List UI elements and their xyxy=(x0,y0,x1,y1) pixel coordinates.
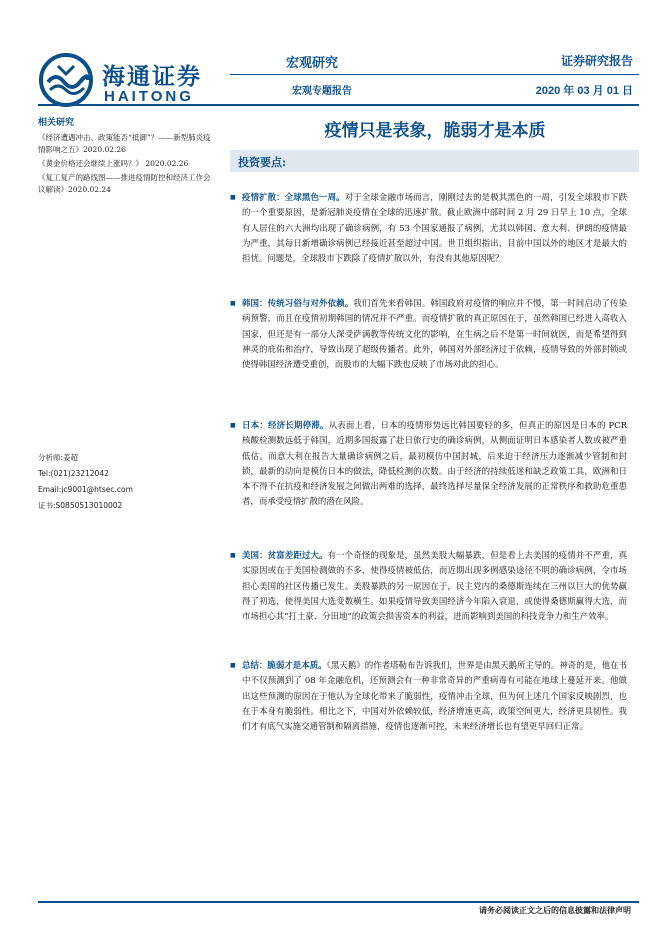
key-point-head: 疫情扩散：全球黑色一周。 xyxy=(242,192,345,202)
analyst-tel: Tel:(021)23212042 xyxy=(38,469,109,478)
haitong-emblem-icon xyxy=(38,52,94,108)
header-divider xyxy=(230,74,639,75)
related-research xyxy=(38,115,216,198)
key-point-body: 有一个奇怪的现象是，虽然美股大幅暴跌，但是看上去美国的疫情并不严重，真实原因或在于美国检测做的不多，使得疫情被低估，而近期出现多例感染途径不明的确诊病例，令市场担心美国的社区传播已发生。美股暴跌的另一原因在于，民主党内的桑德斯连续在三州以巨大的优势赢得了初选，使得美国大选变数横生。如果疫情导致美国经济今年陷入衰退，或使得桑德斯赢得大选，而市场担心其“打土豪、分田地”的政策会损害资本的利益，进而影响到美国的科技竞争力和生产效率。 xyxy=(242,550,628,622)
brand-name-en: HAITONG xyxy=(104,88,194,105)
footer-disclaimer: 请务必阅读正文之后的信息披露和法律声明 xyxy=(479,905,631,915)
key-point xyxy=(232,418,627,510)
related-title: 相关研究 xyxy=(38,118,75,128)
key-point-head: 日本：经济长期停滞。 xyxy=(242,420,329,430)
related-item[interactable]: 《复工复产的路线图——推进疫情防控和经济工作会议解读》2020.02.24 xyxy=(38,173,211,194)
report-category: 宏观研究 xyxy=(286,56,339,71)
report-title: 疫情只是表象，脆弱才是本质 xyxy=(324,121,546,141)
header-rule xyxy=(38,104,639,106)
report-date: 2020 年 03 月 01 日 xyxy=(535,85,633,97)
key-point-head: 美国：贫富差距过大。 xyxy=(242,550,328,560)
analyst-info xyxy=(38,450,133,514)
related-item[interactable]: 《经济遭遇冲击、政策能否“抵御”？——新型肺炎疫情影响之五》2020.02.26 xyxy=(38,133,211,154)
key-point xyxy=(232,658,627,734)
report-type: 证券研究报告 xyxy=(560,54,633,68)
key-point xyxy=(232,296,627,372)
key-points-bar xyxy=(230,150,639,172)
key-points-label: 投资要点: xyxy=(238,156,287,169)
report-subcategory: 宏观专题报告 xyxy=(292,86,352,97)
key-point-body: 我们首先来看韩国。韩国政府对疫情的响应并不慢，第一时间启动了传染病预警，而且在疫情初期韩国的情况并不严重。而疫情扩散的真正原因在于，虽然韩国已经进入高收入国家，但还是有一部分人深受萨满教等传统文化的影响，在生病之后不是第一时间就医，而是希望得到神灵的庇佑和治疗，导致出现了超级传播者。此外，韩国对外部经济过于依赖，疫情导致的外部封锁或使得韩国经济遭受重创，而股市的大幅下跌也反映了市场对此的担心。 xyxy=(242,298,628,370)
analyst-name: 分析师:姜超 xyxy=(38,453,79,462)
brand-name-cn: 海通证券 xyxy=(102,63,202,90)
key-point-body: 从表面上看，日本的疫情形势远比韩国要轻的多，但真正的原因是日本的 PCR 核酸检测数远低于韩国，近期多国报露了赴日旅行史的确诊病例，从侧面证明日本感染者人数或被严重低估。而意大利在报告大量确诊病例之后，最初模仿中国封城，后来迫于经济压力逐渐减少管制和封锁，最新的动向是模仿日本的做法，降低检测的次数。由于经济的持续低迷和缺乏政策工具，欧洲和日本不得不在抗疫和经济发展之间做出两难的选择，最终选择尽量保全经济发展的正常秩序和救助危重患者，而承受疫情扩散的潜在风险。 xyxy=(242,420,627,507)
analyst-email[interactable]: Email:jc9001@htsec.com xyxy=(38,485,133,494)
key-point-body: 《黑天鹅》的作者塔勒布告诉我们，世界是由黑天鹅所主导的。神奇的是，他在书中不仅预测到了 08 年金融危机，还预测会有一种非常奇异的严重病毒有可能在地球上蔓延开来。他做出这些预测的原因在于他认为全球化带来了脆弱性，疫情冲击全球，但为何上述几个国家反映剧烈，也在于本身有脆弱性。相比之下，中国对外依赖较低，经济增速更高，政策空间更大，经济更具韧性。我们才有底气实施交通管制和隔离措施，疫情也逐渐可控，未来经济增长也有望更早回归正常。 xyxy=(242,660,627,732)
brand-logo xyxy=(38,52,208,108)
key-point xyxy=(232,548,627,624)
footer-rule xyxy=(38,901,639,903)
analyst-cert: 证书:S0850513010002 xyxy=(38,501,123,510)
key-point-body: 对于全球金融市场而言，刚刚过去的是极其黑色的一周，引发全球股市下跌的一个重要原因，是新冠肺炎疫情在全球的迅速扩散。截止欧洲中部时间 2 月 29 日早上 10 点，全球有人居住的六大洲均出现了确诊病例，有 53 个国家通报了病例，尤其以韩国、意大利、伊朗的疫情最为严重，其每日新增确诊病例已经接近甚至超过中国。世卫组织指出，目前中国以外的地区才是最大的担忧。问题是，全球股市下跌除了疫情扩散以外，有没有其他原因呢？ xyxy=(242,192,628,264)
key-point-head: 韩国：传统习俗与对外依赖。 xyxy=(242,298,354,308)
key-point xyxy=(232,190,627,266)
related-item[interactable]: 《黄金价格还会继续上涨吗？》 2020.02.26 xyxy=(38,159,189,168)
key-point-head: 总结：脆弱才是本质。 xyxy=(242,660,327,670)
